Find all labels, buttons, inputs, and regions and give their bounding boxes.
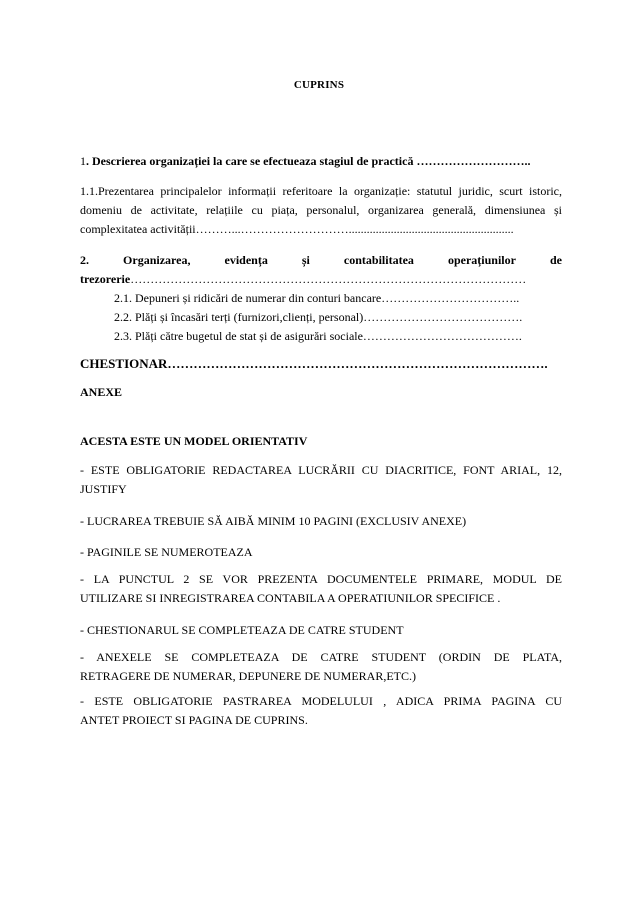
note-6-line-1: - ANEXELE SE COMPLETEAZA DE CATRE STUDENT (ORDIN DE PLATA, — [80, 650, 562, 664]
note-3: - PAGINILE SE NUMEROTEAZA — [80, 545, 253, 559]
toc-section-2-3: 2.3. Plăți către bugetul de stat și de asigurări sociale…………………………………. — [114, 329, 522, 343]
toc-section-1-1-line-1: 1.1.Prezentarea principalelor informații referitoare la organizație: statutul juridic, scurt istoric, — [80, 184, 562, 198]
note-2: - LUCRAREA TREBUIE SĂ AIBĂ MINIM 10 PAGINI (EXCLUSIV ANEXE) — [80, 514, 467, 528]
toc-section-2-word: evidența — [224, 253, 268, 267]
note-7-line-1: - ESTE OBLIGATORIE PASTRAREA MODELULUI , ADICA PRIMA PAGINA CU — [80, 694, 562, 708]
note-5: - CHESTIONARUL SE COMPLETEAZA DE CATRE STUDENT — [80, 623, 404, 637]
note-7-line-2: ANTET PROIECT SI PAGINA DE CUPRINS. — [80, 713, 308, 727]
toc-section-2-line-2 — [80, 270, 562, 289]
toc-section-2-line-1 — [80, 251, 562, 270]
note-6-line-2: RETRAGERE DE NUMERAR, DEPUNERE DE NUMERAR,ETC.) — [80, 669, 416, 683]
note-1-line-1: - ESTE OBLIGATORIE REDACTAREA LUCRĂRII CU DIACRITICE, FONT ARIAL, 12, — [80, 463, 562, 477]
note-4-line-1: - LA PUNCTUL 2 SE VOR PREZENTA DOCUMENTELE PRIMARE, MODUL DE — [80, 572, 562, 586]
toc-chestionar: CHESTIONAR……………………………………………………………………………. — [80, 356, 548, 371]
page-title: CUPRINS — [293, 79, 345, 91]
toc-section-2-word: și — [301, 253, 310, 267]
toc-section-1 — [80, 152, 562, 171]
toc-section-2-word: contabilitatea — [343, 253, 414, 267]
toc-section-1-title: . Descrierea organizației la care se efectueaza stagiul de practică ……………………….. — [86, 154, 531, 168]
toc-section-2-word: operațiunilor — [447, 253, 516, 267]
toc-section-2-2: 2.2. Plăți și încasări terți (furnizori,clienți, personal)…………………………………. — [114, 310, 523, 324]
toc-section-2-number: 2. — [80, 253, 89, 267]
note-1-line-2: JUSTIFY — [80, 482, 127, 496]
toc-section-1-1-line-2: domeniu de activitate, relațiile cu piața, personalul, organizarea generală, dimensiunea și — [80, 203, 562, 217]
note-4-line-2: UTILIZARE SI INREGISTRAREA CONTABILA A OPERATIUNILOR SPECIFICE . — [80, 591, 501, 605]
toc-section-2-1: 2.1. Depuneri și ridicări de numerar din conturi bancare…………………………….. — [114, 291, 520, 305]
toc-section-1-number: 1 — [80, 154, 86, 168]
toc-section-1-1-line-3: complexitatea activității………...………………………....................................................... — [80, 222, 514, 236]
notes-heading: ACESTA ESTE UN MODEL ORIENTATIV — [80, 434, 308, 448]
toc-section-2-dots: ……………………………………………………………………………………… — [130, 272, 527, 286]
toc-section-2-word: Organizarea, — [123, 253, 191, 267]
toc-section-2-trezorerie: trezorerie — [80, 272, 131, 286]
toc-anexe: ANEXE — [80, 385, 123, 399]
toc-section-2-word: de — [549, 253, 562, 267]
